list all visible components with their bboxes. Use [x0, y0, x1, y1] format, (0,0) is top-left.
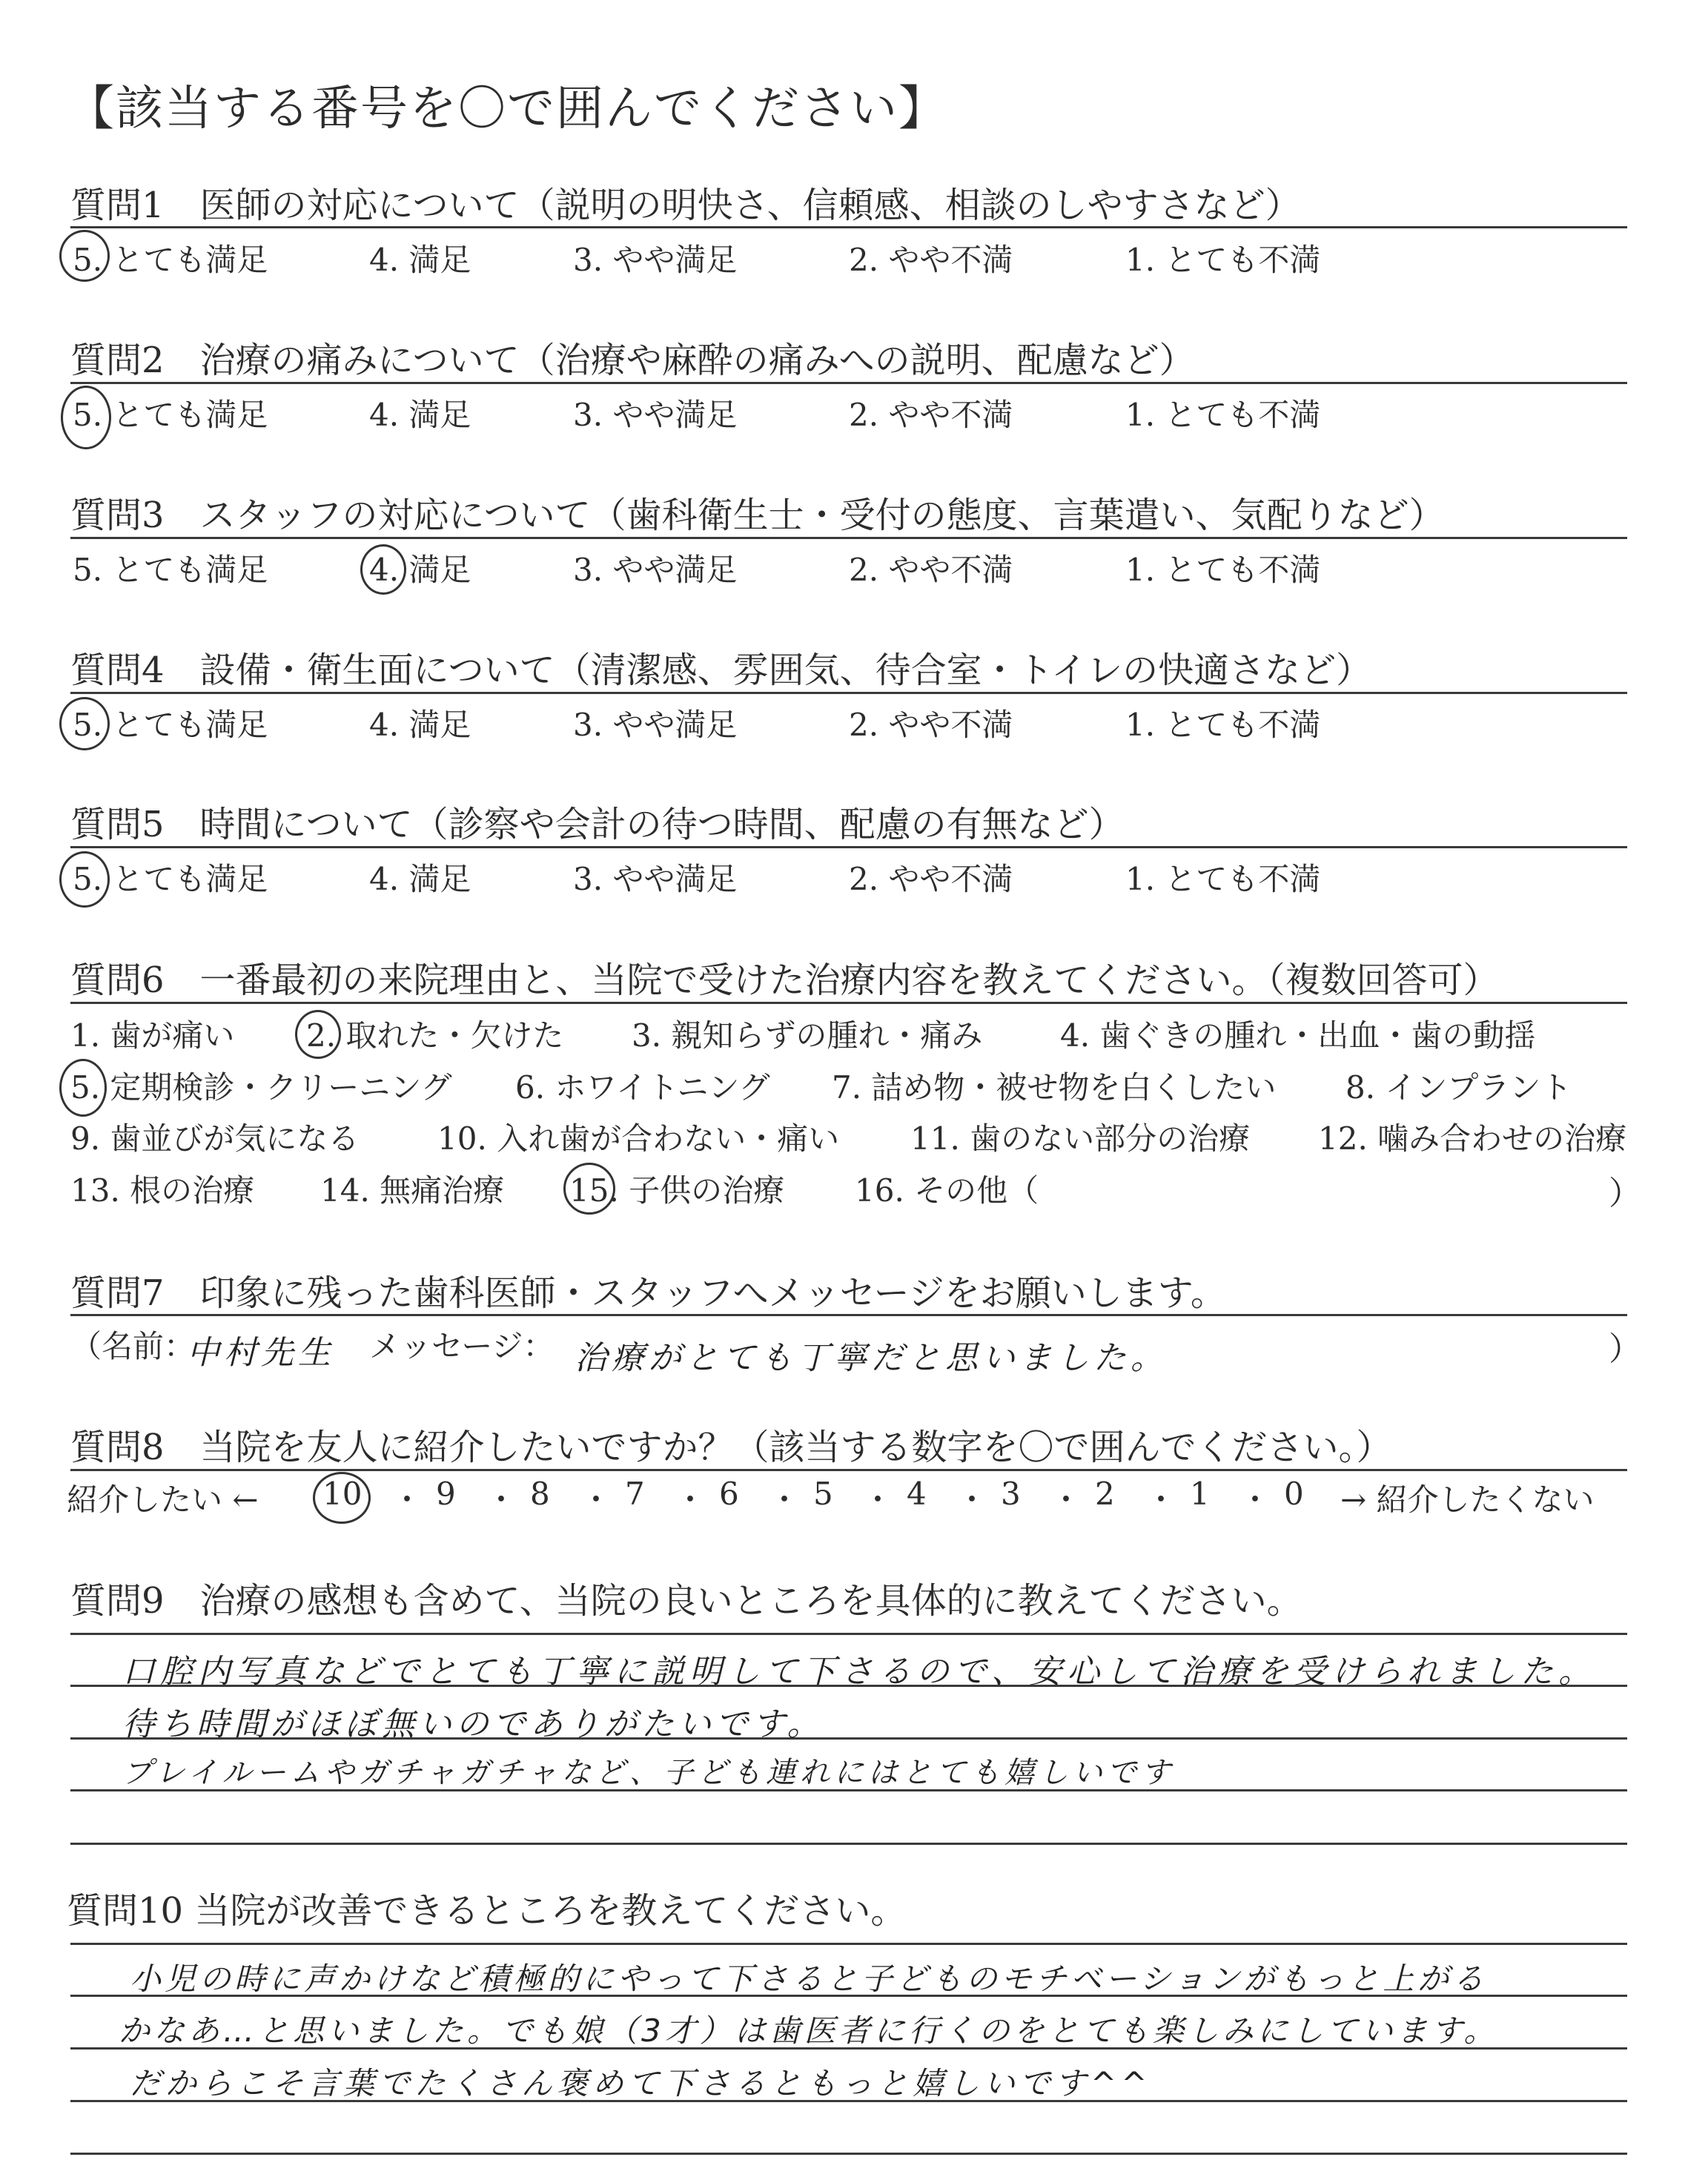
q5-option-3[interactable]: 3. やや満足	[573, 861, 738, 897]
page-title: 【該当する番号を〇で囲んでください】	[67, 82, 947, 136]
q3-option-2[interactable]: 2. やや不満	[849, 552, 1013, 588]
q8-separator: ・	[1050, 1482, 1082, 1518]
q8-selection-circle	[313, 1472, 371, 1524]
q6-option-11[interactable]: 11. 歯のない部分の治療	[910, 1120, 1251, 1157]
q1-option-5[interactable]: 5. とても満足	[73, 242, 268, 278]
q4-option-4[interactable]: 4. 満足	[369, 707, 471, 743]
q6-other-close-paren: ）	[1609, 1175, 1641, 1212]
q4-option-2[interactable]: 2. やや不満	[849, 707, 1013, 743]
q4-option-3[interactable]: 3. やや満足	[573, 707, 738, 743]
q8-separator: ・	[580, 1482, 612, 1518]
q8-separator: ・	[486, 1482, 517, 1518]
q4-option-1[interactable]: 1. とても不満	[1125, 707, 1321, 743]
q10-line-5	[70, 2153, 1627, 2155]
q5-selection-circle	[59, 851, 110, 908]
q9-answer-line-2[interactable]: 待ち時間がほぼ無いのでありがたいです。	[122, 1705, 824, 1743]
q3-option-5[interactable]: 5. とても満足	[73, 552, 268, 588]
q8-left-label: 紹介したい ←	[67, 1482, 259, 1518]
q1-option-1[interactable]: 1. とても不満	[1125, 242, 1321, 278]
q2-option-5[interactable]: 5. とても満足	[73, 397, 268, 433]
q9-line-1	[70, 1633, 1627, 1635]
q8-separator: ・	[391, 1482, 423, 1518]
q3-title: 質問3 スタッフの対応について（歯科衛生士・受付の態度、言葉遣い、気配りなど）	[70, 495, 1445, 536]
q8-scale-9[interactable]: 9	[436, 1476, 456, 1512]
q6-option-5[interactable]: 5. 定期検診・クリーニング	[70, 1069, 452, 1106]
q6-selection-circle-2	[295, 1010, 341, 1059]
q6-option-13[interactable]: 13. 根の治療	[70, 1172, 255, 1209]
q3-option-4[interactable]: 4. 満足	[369, 552, 471, 588]
q8-separator: ・	[862, 1482, 894, 1518]
q6-option-7[interactable]: 7. 詰め物・被せ物を白くしたい	[832, 1069, 1277, 1106]
q1-option-3[interactable]: 3. やや満足	[573, 242, 738, 278]
q7-rule	[70, 1314, 1627, 1316]
q6-option-8[interactable]: 8. インプラント	[1345, 1069, 1572, 1106]
q6-option-2[interactable]: 2. 取れた・欠けた	[306, 1017, 564, 1054]
q8-scale-7[interactable]: 7	[625, 1476, 645, 1512]
q6-selection-circle-15	[563, 1163, 615, 1215]
q8-rule	[70, 1469, 1627, 1471]
q5-option-1[interactable]: 1. とても不満	[1125, 861, 1321, 897]
q7-message-label: メッセージ：	[369, 1328, 555, 1364]
q1-rule	[70, 226, 1627, 228]
q5-rule	[70, 846, 1627, 848]
q6-option-10[interactable]: 10. 入れ歯が合わない・痛い	[437, 1120, 840, 1157]
q7-close-paren: ）	[1609, 1330, 1641, 1368]
q1-option-4[interactable]: 4. 満足	[369, 242, 471, 278]
q6-title: 質問6 一番最初の来院理由と、当院で受けた治療内容を教えてください。（複数回答可）	[70, 960, 1499, 1001]
q8-scale-8[interactable]: 8	[530, 1476, 550, 1512]
q3-option-3[interactable]: 3. やや満足	[573, 552, 738, 588]
q10-answer-line-3[interactable]: だからこそ言葉でたくさん褒めて下さるともっと嬉しいです^^	[130, 2065, 1152, 2101]
q8-scale-4[interactable]: 4	[907, 1476, 927, 1512]
q8-scale-0[interactable]: 0	[1284, 1476, 1304, 1512]
q9-answer-line-3[interactable]: プレイルームやガチャガチャなど、子ども連れにはとても嬉しいです	[122, 1756, 1175, 1790]
q1-selection-circle	[59, 230, 110, 282]
q2-option-3[interactable]: 3. やや満足	[573, 397, 738, 433]
q2-title: 質問2 治療の痛みについて（治療や麻酔の痛みへの説明、配慮など）	[70, 340, 1195, 381]
q2-option-4[interactable]: 4. 満足	[369, 397, 471, 433]
q6-option-3[interactable]: 3. 親知らずの腫れ・痛み	[632, 1017, 983, 1054]
q6-option-4[interactable]: 4. 歯ぐきの腫れ・出血・歯の動揺	[1060, 1017, 1536, 1054]
q2-rule	[70, 382, 1627, 384]
q6-selection-circle-5	[59, 1059, 107, 1117]
q6-option-16[interactable]: 16. その他（	[855, 1172, 1039, 1209]
q6-option-14[interactable]: 14. 無痛治療	[320, 1172, 505, 1209]
q7-name-value[interactable]: 中村先生	[187, 1334, 335, 1372]
q7-message-value[interactable]: 治療がとても丁寧だと思いました。	[575, 1339, 1168, 1377]
q6-option-9[interactable]: 9. 歯並びが気になる	[70, 1120, 360, 1157]
q9-answer-line-1[interactable]: 口腔内写真などでとても丁寧に説明して下さるので、安心して治療を受けられました。	[122, 1653, 1597, 1691]
q8-scale-10[interactable]: 10	[322, 1476, 363, 1512]
q10-title: 質問10 当院が改善できるところを教えてください。	[67, 1890, 907, 1932]
q8-scale-5[interactable]: 5	[813, 1476, 833, 1512]
q5-option-5[interactable]: 5. とても満足	[73, 861, 268, 897]
q6-option-1[interactable]: 1. 歯が痛い	[70, 1017, 235, 1054]
q10-answer-line-1[interactable]: 小児の時に声かけなど積極的にやって下さると子どものモチベーションがもっと上がる	[130, 1961, 1488, 1997]
q3-rule	[70, 537, 1627, 539]
q1-title: 質問1 医師の対応について（説明の明快さ、信頼感、相談のしやすさなど）	[70, 185, 1301, 226]
q6-option-6[interactable]: 6. ホワイトニング	[515, 1069, 770, 1106]
q4-option-5[interactable]: 5. とても満足	[73, 707, 268, 743]
q10-answer-line-2[interactable]: かなあ…と思いました。でも娘（3才）は歯医者に行くのをとても楽しみにしています。	[119, 2012, 1499, 2049]
q2-option-2[interactable]: 2. やや不満	[849, 397, 1013, 433]
q8-separator: ・	[769, 1482, 801, 1518]
q8-scale-3[interactable]: 3	[1001, 1476, 1021, 1512]
q7-title: 質問7 印象に残った歯科医師・スタッフへメッセージをお願いします。	[70, 1272, 1226, 1314]
q7-name-label: （名前：	[70, 1328, 196, 1364]
q4-title: 質問4 設備・衛生面について（清潔感、雰囲気、待合室・トイレの快適さなど）	[70, 650, 1372, 691]
q8-separator: ・	[956, 1482, 988, 1518]
q8-scale-2[interactable]: 2	[1095, 1476, 1115, 1512]
q3-selection-circle	[360, 544, 406, 595]
q6-rule	[70, 1002, 1627, 1004]
q6-option-12[interactable]: 12. 噛み合わせの治療	[1318, 1120, 1627, 1157]
q8-separator: ・	[1145, 1482, 1177, 1518]
q6-option-15[interactable]: 15. 子供の治療	[569, 1172, 785, 1209]
q5-option-2[interactable]: 2. やや不満	[849, 861, 1013, 897]
q8-separator: ・	[1239, 1482, 1271, 1518]
q3-option-1[interactable]: 1. とても不満	[1125, 552, 1321, 588]
q9-line-5	[70, 1843, 1627, 1845]
q10-line-1	[70, 1943, 1627, 1945]
q8-scale-1[interactable]: 1	[1190, 1476, 1210, 1512]
q1-option-2[interactable]: 2. やや不満	[849, 242, 1013, 278]
q8-right-label: → 紹介したくない	[1340, 1482, 1595, 1518]
q8-scale-6[interactable]: 6	[719, 1476, 739, 1512]
q8-title: 質問8 当院を友人に紹介したいですか？（該当する数字を〇で囲んでください。）	[70, 1427, 1392, 1468]
q9-title: 質問9 治療の感想も含めて、当院の良いところを具体的に教えてください。	[70, 1580, 1302, 1622]
q8-separator: ・	[675, 1482, 706, 1518]
q5-title: 質問5 時間について（診察や会計の待つ時間、配慮の有無など）	[70, 804, 1125, 845]
q4-selection-circle	[59, 697, 110, 750]
q2-option-1[interactable]: 1. とても不満	[1125, 397, 1321, 433]
q4-rule	[70, 692, 1627, 694]
q5-option-4[interactable]: 4. 満足	[369, 861, 471, 897]
q2-selection-circle	[61, 386, 111, 449]
